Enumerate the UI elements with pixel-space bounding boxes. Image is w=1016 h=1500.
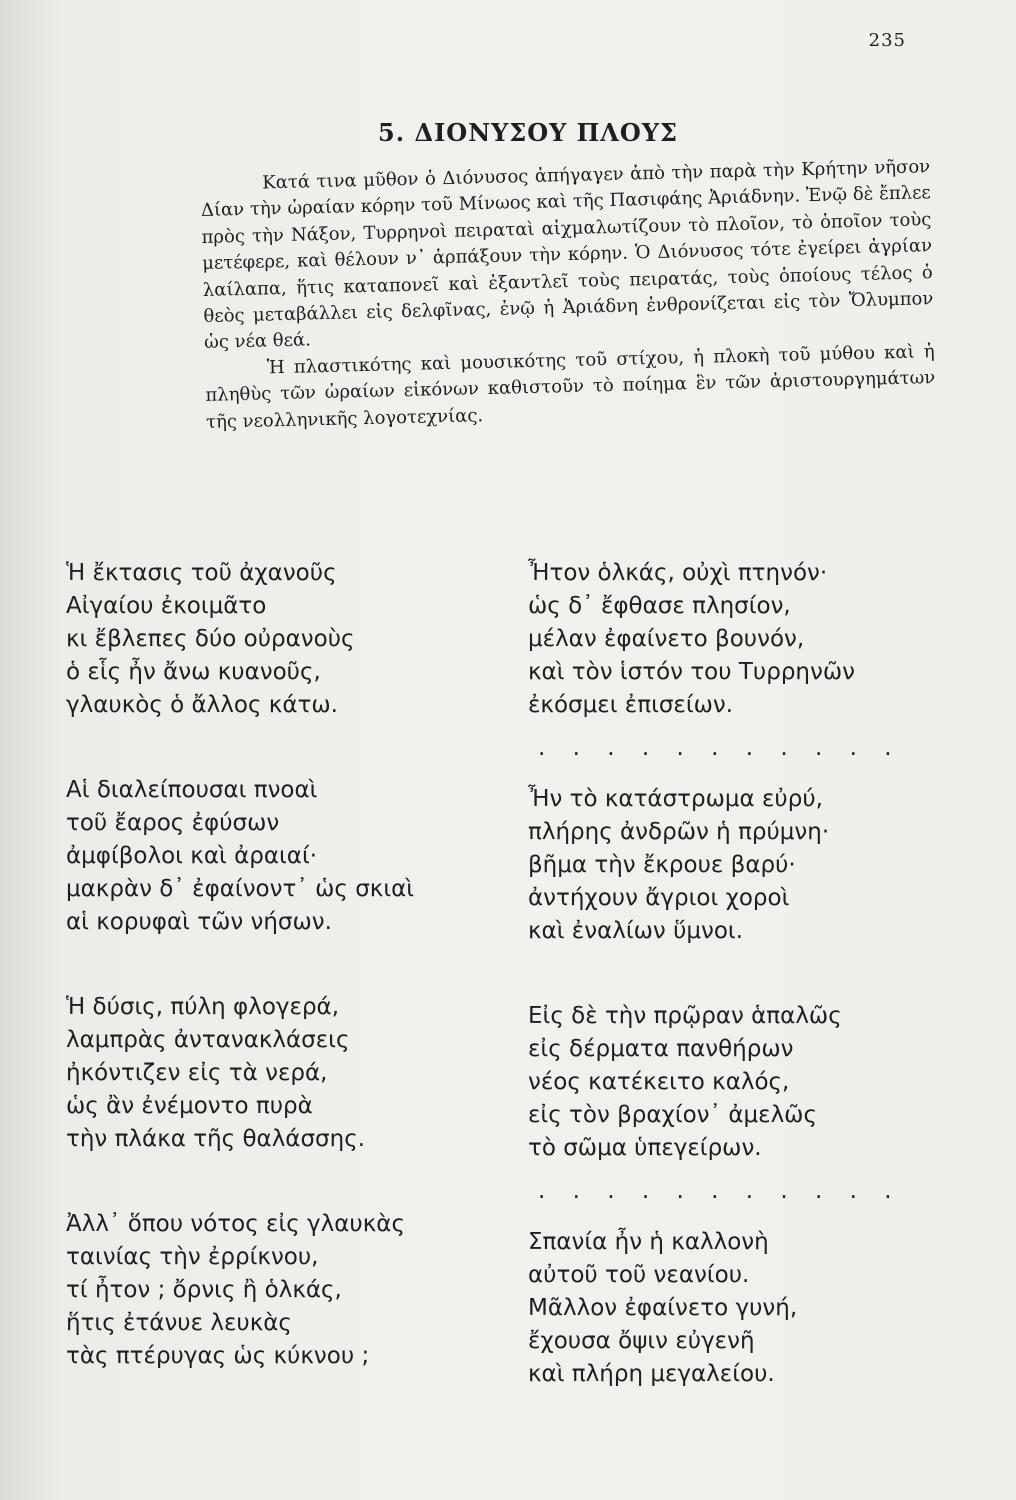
stanza-right-4: [528, 1227, 938, 1392]
verse-line: αὐτοῦ τοῦ νεανίου.: [528, 1262, 750, 1288]
verse-line: τί ἦτον ; ὄρνις ἢ ὁλκάς,: [66, 1277, 342, 1303]
verse-line: τὰς πτέρυγας ὡς κύκνου ;: [66, 1343, 370, 1369]
verse-line: Ἡ δύσις, πύλη φλογερά,: [66, 994, 340, 1020]
verse-line: ὁ εἷς ἦν ἄνω κυανοῦς,: [66, 659, 321, 685]
verse-line: πλήρης ἀνδρῶν ἡ πρύμνη·: [528, 819, 830, 845]
verse-line: ταινίας τὴν ἐρρίκνου,: [66, 1244, 319, 1270]
ellipsis-separator: . . . . . . . . . . .: [538, 1178, 902, 1204]
verse-line: εἰς τὸν βραχίον᾽ ἀμελῶς: [528, 1102, 817, 1128]
verse-line: Σπανία ἦν ἡ καλλονὴ: [528, 1229, 769, 1255]
verse-line: ἠκόντιζεν εἰς τὰ νερά,: [66, 1060, 328, 1086]
verse-line: γλαυκὸς ὁ ἄλλος κάτω.: [66, 692, 338, 718]
poem-title: 5. ΔΙΟΝΥΣΟΥ ΠΛΟΥΣ: [378, 118, 678, 147]
stanza-right-2: [528, 784, 938, 949]
stanza-right-3: [528, 1001, 938, 1166]
verse-line: ὡς δ᾽ ἔφθασε πλησίον,: [528, 593, 791, 619]
verse-line: αἱ κορυφαὶ τῶν νήσων.: [66, 909, 332, 935]
poem-left-column: [66, 558, 486, 1426]
stanza-left-2: [66, 775, 486, 940]
verse-line: τοῦ ἔαρος ἐφύσων: [66, 810, 280, 836]
verse-line: Ἦν τὸ κατάστρωμα εὐρύ,: [528, 786, 823, 812]
verse-line: ἥτις ἐτάνυε λευκὰς: [66, 1310, 292, 1336]
verse-line: βῆμα τὴν ἔκρουε βαρύ·: [528, 852, 796, 878]
verse-line: ὡς ἂν ἐνέμοντο πυρὰ: [66, 1093, 313, 1119]
verse-line: Ἦτον ὁλκάς, οὐχὶ πτηνόν·: [528, 560, 828, 586]
poem-right-column: [528, 558, 938, 1444]
verse-line: Εἰς δὲ τὴν πρῷραν ἁπαλῶς: [528, 1003, 842, 1029]
verse-line: ἀμφίβολοι καὶ ἀραιαί·: [66, 843, 318, 869]
verse-line: καὶ τὸν ἱστόν του Τυρρηνῶν: [528, 659, 855, 685]
stanza-left-4: [66, 1209, 486, 1374]
verse-line: μακρὰν δ᾽ ἐφαίνοντ᾽ ὡς σκιαὶ: [66, 876, 415, 902]
ellipsis-separator: . . . . . . . . . . .: [538, 735, 902, 761]
verse-line: μέλαν ἐφαίνετο βουνόν,: [528, 626, 805, 652]
intro-paragraph-2: Ἡ πλαστικότης καὶ μουσικότης τοῦ στίχου, ἡ πλοκὴ τοῦ μύθου καὶ ἡ πληθὺς τῶν ὡραίων εἰκόνων καθιστοῦν τὸ ποίημα ἓν τῶν ἀριστουργημάτων τῆς νεολληνικῆς λογοτεχνίας.: [205, 340, 936, 433]
stanza-right-1: [528, 558, 938, 723]
intro-paragraph-1: Κατά τινα μῦθον ὁ Διόνυσος ἀπήγαγεν ἀπὸ τὴν παρὰ τὴν Κρήτην νῆσον Δίαν τὴν ὡραίαν κόρην τοῦ Μίνωος καὶ τῆς Πασιφάης Ἀριάδνην. Ἐνῷ δὲ ἔπλεε πρὸς τὴν Νάξον, Τυρρηνοὶ πειραταὶ αἰχμαλωτίζουν τὸ πλοῖον, τὸ ὁποῖον τοὺς μετέφερε, καὶ θέλουν ν᾽ ἁρπάξουν τὴν κόρην. Ὁ Διόνυσος τότε ἐγείρει ἀγρίαν λαίλαπα, ἥτις καταπονεῖ καὶ ἐξαντλεῖ τοὺς πειρατάς, τοὺς ὁποίους τέλος ὁ θεὸς μεταβάλλει εἰς δελφῖνας, ἐνῷ ἡ Ἀριάδνη ἐνθρονίζεται εἰς τὸν Ὄλυμπον ὡς νέα θεά.: [200, 156, 934, 354]
stanza-left-3: [66, 992, 486, 1157]
verse-line: καὶ πλήρη μεγαλείου.: [528, 1361, 775, 1387]
verse-line: ἀντήχουν ἄγριοι χοροὶ: [528, 885, 790, 911]
page-number: 235: [868, 30, 906, 51]
verse-line: ἐκόσμει ἐπισείων.: [528, 692, 734, 718]
verse-line: ἔχουσα ὄψιν εὐγενῆ: [528, 1328, 755, 1354]
verse-line: Ἀλλ᾽ ὅπου νότος εἰς γλαυκὰς: [66, 1211, 405, 1237]
verse-line: καὶ ἐναλίων ὕμνοι.: [528, 918, 744, 944]
verse-line: Αἰγαίου ἐκοιμᾶτο: [66, 593, 267, 619]
verse-line: εἰς δέρματα πανθήρων: [528, 1036, 794, 1062]
verse-line: τὸ σῶμα ὑπεγείρων.: [528, 1135, 762, 1161]
verse-line: Ἡ ἔκτασις τοῦ ἀχανοῦς: [66, 560, 337, 586]
verse-line: Μᾶλλον ἐφαίνετο γυνή,: [528, 1295, 798, 1321]
stanza-left-1: [66, 558, 486, 723]
intro-text: [200, 154, 936, 436]
verse-line: τὴν πλάκα τῆς θαλάσσης.: [66, 1126, 366, 1152]
verse-line: νέος κατέκειτο καλός,: [528, 1069, 790, 1095]
verse-line: Αἱ διαλείπουσαι πνοαὶ: [66, 777, 318, 803]
verse-line: κι ἔβλεπες δύο οὐρανοὺς: [66, 626, 355, 652]
verse-line: λαμπρὰς ἀντανακλάσεις: [66, 1027, 350, 1053]
